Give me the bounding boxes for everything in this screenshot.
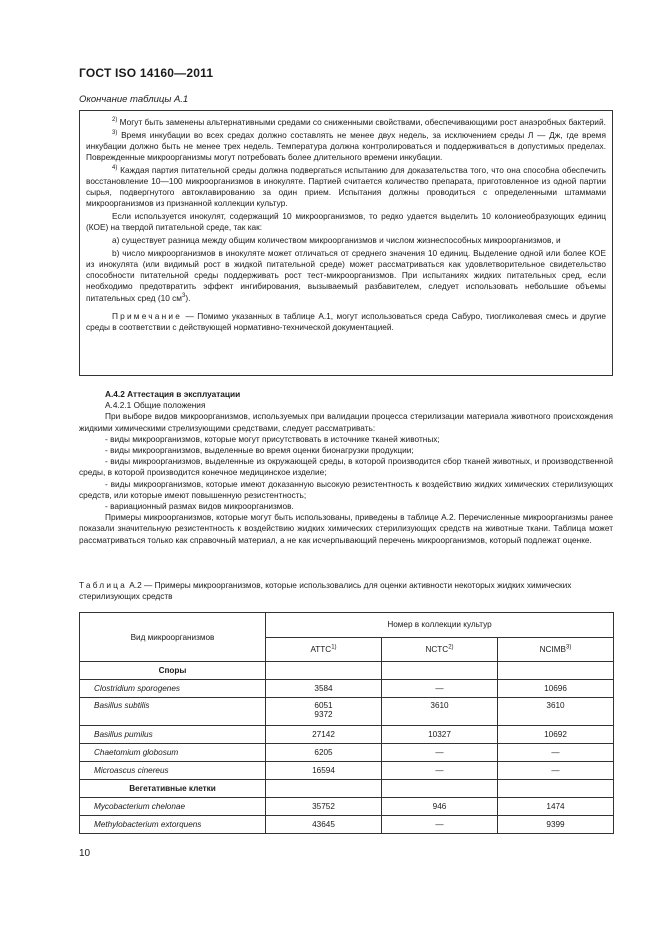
ncimb-value: 1474 [498, 798, 614, 816]
table-row [80, 698, 614, 726]
species-name: Clostridium sporogenes [80, 680, 266, 698]
atcc-value: 6051 9372 [266, 698, 382, 726]
ncimb-value: 3610 [498, 698, 614, 726]
inoculum-paragraph: Если используется инокулят, содержащий 10 микроорганизмов, то редко удается выделить 10 колониеобразующих единиц (КОЕ) на твердой питательной среде, так как: [86, 211, 606, 233]
nctc-value: — [382, 762, 498, 780]
list-item-b-sup: 3 [181, 292, 186, 299]
atcc-value: 16594 [266, 762, 382, 780]
species-name: Chaetomium globosum [80, 744, 266, 762]
atcc-value: 6205 [266, 744, 382, 762]
footnote-2-text: Могут быть заменены альтернативными средами со сниженными свойствами, обеспечивающими рост анаэробных бактерий. [119, 117, 606, 127]
footnote-4 [86, 165, 606, 210]
table-caption-text: А.2 — Примеры микроорганизмов, которые использовались для оценки активности некоторых жидких химических стерилизующих средств [79, 580, 572, 602]
table-a2-caption [79, 580, 613, 602]
group-row-vegetative [80, 780, 614, 798]
footnote-2-mark: 2) [112, 117, 118, 124]
footnote-4-text: Каждая партия питательной среды должна подвергаться испытанию для доказательства того, что она способна обеспечить восстановление 10—100 микроорганизмов в инокуляте. Партией считается количество препарата, приготовленное из одной партии сырья, подвергнутого автоклавированию за один прием. Испытания должны проводиться с определенными штаммами микроорганизмов из признанной коллекции культур. [86, 164, 606, 209]
footnote-3-text: Время инкубации во всех средах должно составлять не менее двух недель, за исключением среды Л — Дж, где время инкубации должно быть не менее трех недель. Температура должна контролироваться и поддерживаться в допустимых пределах. Поврежденные микроорганизмы могут потребовать более длительного времени инкубации. [86, 129, 606, 163]
group-row-spores [80, 662, 614, 680]
atcc-value: 43645 [266, 816, 382, 834]
table-row [80, 762, 614, 780]
nctc-value: — [382, 816, 498, 834]
table-end-caption: Окончание таблицы А.1 [79, 94, 189, 105]
section-heading: А.4.2 Аттестация в эксплуатации [105, 389, 241, 399]
table-row [80, 744, 614, 762]
atcc-value: 3584 [266, 680, 382, 698]
table-row [80, 816, 614, 834]
species-name: Mycobacterium chelonae [80, 798, 266, 816]
group-label-vegetative: Вегетативные клетки [80, 780, 266, 798]
page-number: 10 [79, 848, 91, 859]
header-atcc: АТТС$^{1)}$ [266, 637, 382, 662]
footnote-3 [86, 130, 606, 164]
atcc-value: 27142 [266, 726, 382, 744]
nctc-value: 3610 [382, 698, 498, 726]
list-item-b-text: b) число микроорганизмов в инокуляте может отличаться от среднего значения 10 единиц. Выделение одной или более КОЕ из инокулята (или видимый рост в жидкой питательной среде) может рассматриваться как удовлетворительное свидетельство способности питательной среды поддерживать рост тест-микроорганизмов. При испытаниях жидких питательных сред, если необходимо предотвратить эффект ингибирования, вызываемый разбавителем, следует использовать небольшие объемы питательных сред (10 см [86, 247, 606, 303]
ncimb-value: — [498, 744, 614, 762]
intro-paragraph: При выборе видов микроорганизмов, используемых при валидации процесса стерилизации материала животного происхождения жидкими химическими стрелизующими средствами, следует рассматривать: [79, 411, 613, 433]
list-item-a: а) существует разница между общим количеством микроорганизмов и числом жизнеспособных микроорганизмов, и [112, 235, 561, 246]
ncimb-value: 10692 [498, 726, 614, 744]
bullet-5: - вариационный размах видов микроорганизмов. [105, 501, 294, 512]
bullet-4: - виды микроорганизмов, которые имеют доказанную высокую резистентность к воздействию жидких химических стерилизующих средств, или которые имеют повышенную резистентность; [79, 478, 613, 500]
bullet-1: - виды микроорганизмов, которые могут присутствовать в источнике тканей животных; [105, 433, 440, 444]
list-item-b [86, 248, 606, 304]
table-header-row-1 [80, 613, 614, 638]
bullet-2: - виды микроорганизмов, выделенные во время оценки бионагрузки продукции; [105, 445, 414, 456]
document-code-header: ГОСТ ISO 14160—2011 [79, 66, 214, 80]
body-text [79, 389, 613, 546]
footnotes-box [79, 110, 613, 376]
header-nctc: NCTC$^{2)}$ [382, 637, 498, 662]
remark-label: Примечание [112, 310, 183, 321]
bullet-3: - виды микроорганизмов, выделенные из окружающей среды, в которой производится сбор тканей животных, и производственной среды, в которой производится конечное медицинское изделие; [79, 456, 613, 478]
header-species: Вид микроорганизмов [80, 613, 266, 662]
species-name: Basillus subtilis [80, 698, 266, 726]
footnote-2 [86, 117, 606, 128]
examples-paragraph: Примеры микроорганизмов, которые могут быть использованы, приведены в таблице А.2. Перечисленные микроорганизмы ранее показали значительную резистентность к воздействию жидких химических стерилизующих средств на животные ткани. Таблица может рассматриваться только как справочный материал, а не как исчерпывающий перечень микроорганизмов, который подлежат оценке. [79, 512, 613, 545]
list-item-b-end: ). [185, 292, 191, 303]
nctc-value: 10327 [382, 726, 498, 744]
species-name: Basillus pumilus [80, 726, 266, 744]
group-label-spores: Споры [80, 662, 266, 680]
microorganisms-table [79, 612, 614, 834]
footnote-3-mark: 3) [112, 129, 118, 136]
header-ncimb: NCIMB$^{3)}$ [498, 637, 614, 662]
ncimb-value: — [498, 762, 614, 780]
table-caption-label: Таблица [79, 580, 127, 590]
footnote-4-mark: 4) [112, 165, 118, 172]
remark-paragraph [86, 311, 606, 333]
species-name: Microascus cinereus [80, 762, 266, 780]
table-row [80, 680, 614, 698]
atcc-value: 35752 [266, 798, 382, 816]
ncimb-value: 9399 [498, 816, 614, 834]
nctc-value: — [382, 680, 498, 698]
nctc-value: 946 [382, 798, 498, 816]
subsection-heading: А.4.2.1 Общие положения [105, 400, 206, 411]
species-name: Methylobacterium extorquens [80, 816, 266, 834]
ncimb-value: 10696 [498, 680, 614, 698]
remark-text: — Помимо указанных в таблице А.1, могут использоваться среда Сабуро, тиогликолевая смесь и другие среды в соответствии с действующей нормативно-технической документацией. [86, 310, 606, 332]
table-row [80, 798, 614, 816]
header-collection-number: Номер в коллекции культур [266, 613, 614, 638]
table-row [80, 726, 614, 744]
nctc-value: — [382, 744, 498, 762]
